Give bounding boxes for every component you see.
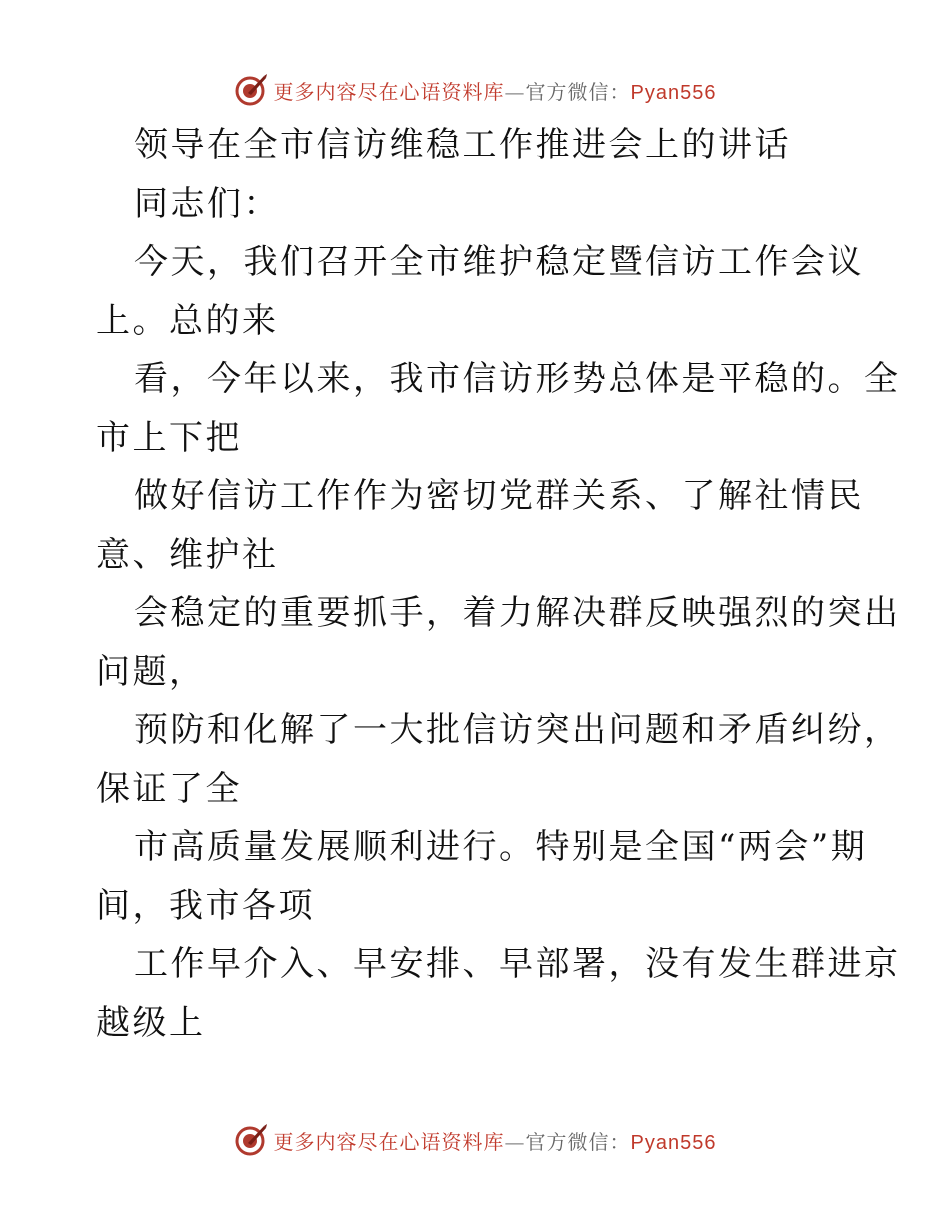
header-watermark-banner — [0, 70, 950, 110]
banner-main-text: 更多内容尽在心语资料库 — [273, 79, 505, 104]
quill-logo-icon — [234, 73, 268, 107]
text-line: 同志们： — [134, 183, 280, 224]
text-line: 会稳定的重要抓手，着力解决群反映强烈的突出 — [134, 593, 901, 633]
text-line: 市上下把 — [96, 417, 242, 458]
quill-logo-icon — [234, 1123, 268, 1157]
footer-watermark-banner — [0, 1120, 950, 1160]
text-line: 上。总的来 — [96, 300, 279, 341]
text-line: 保证了全 — [96, 768, 242, 809]
text-line: 工作早介入、早安排、早部署，没有发生群进京 — [134, 944, 901, 984]
document-body — [96, 116, 901, 1052]
text-line: 意、维护社 — [96, 534, 279, 575]
text-line: 问题， — [96, 651, 206, 692]
text-line: 间，我市各项 — [96, 885, 315, 926]
banner-text — [274, 1126, 717, 1155]
text-line: 领导在全市信访维稳工作推进会上的讲话 — [134, 125, 791, 165]
banner-wechat-label: 官方微信： — [525, 1129, 631, 1154]
text-line: 做好信访工作作为密切党群关系、了解社情民 — [134, 476, 864, 516]
banner-main-text: 更多内容尽在心语资料库 — [273, 1129, 505, 1154]
banner-handle: Pyan556 — [630, 81, 717, 104]
text-line: 预防和化解了一大批信访突出问题和矛盾纠纷， — [134, 710, 901, 750]
text-line: 看，今年以来，我市信访形势总体是平稳的。全 — [134, 359, 901, 399]
text-line: 市高质量发展顺利进行。特别是全国“两会”期 — [134, 827, 868, 867]
banner-dash: — — [504, 1129, 526, 1154]
text-line: 今天，我们召开全市维护稳定暨信访工作会议 — [134, 242, 864, 282]
banner-handle: Pyan556 — [630, 1131, 717, 1154]
banner-text — [274, 76, 717, 105]
text-line: 越级上 — [96, 1002, 206, 1043]
banner-dash: — — [504, 79, 526, 104]
banner-wechat-label: 官方微信： — [525, 79, 631, 104]
